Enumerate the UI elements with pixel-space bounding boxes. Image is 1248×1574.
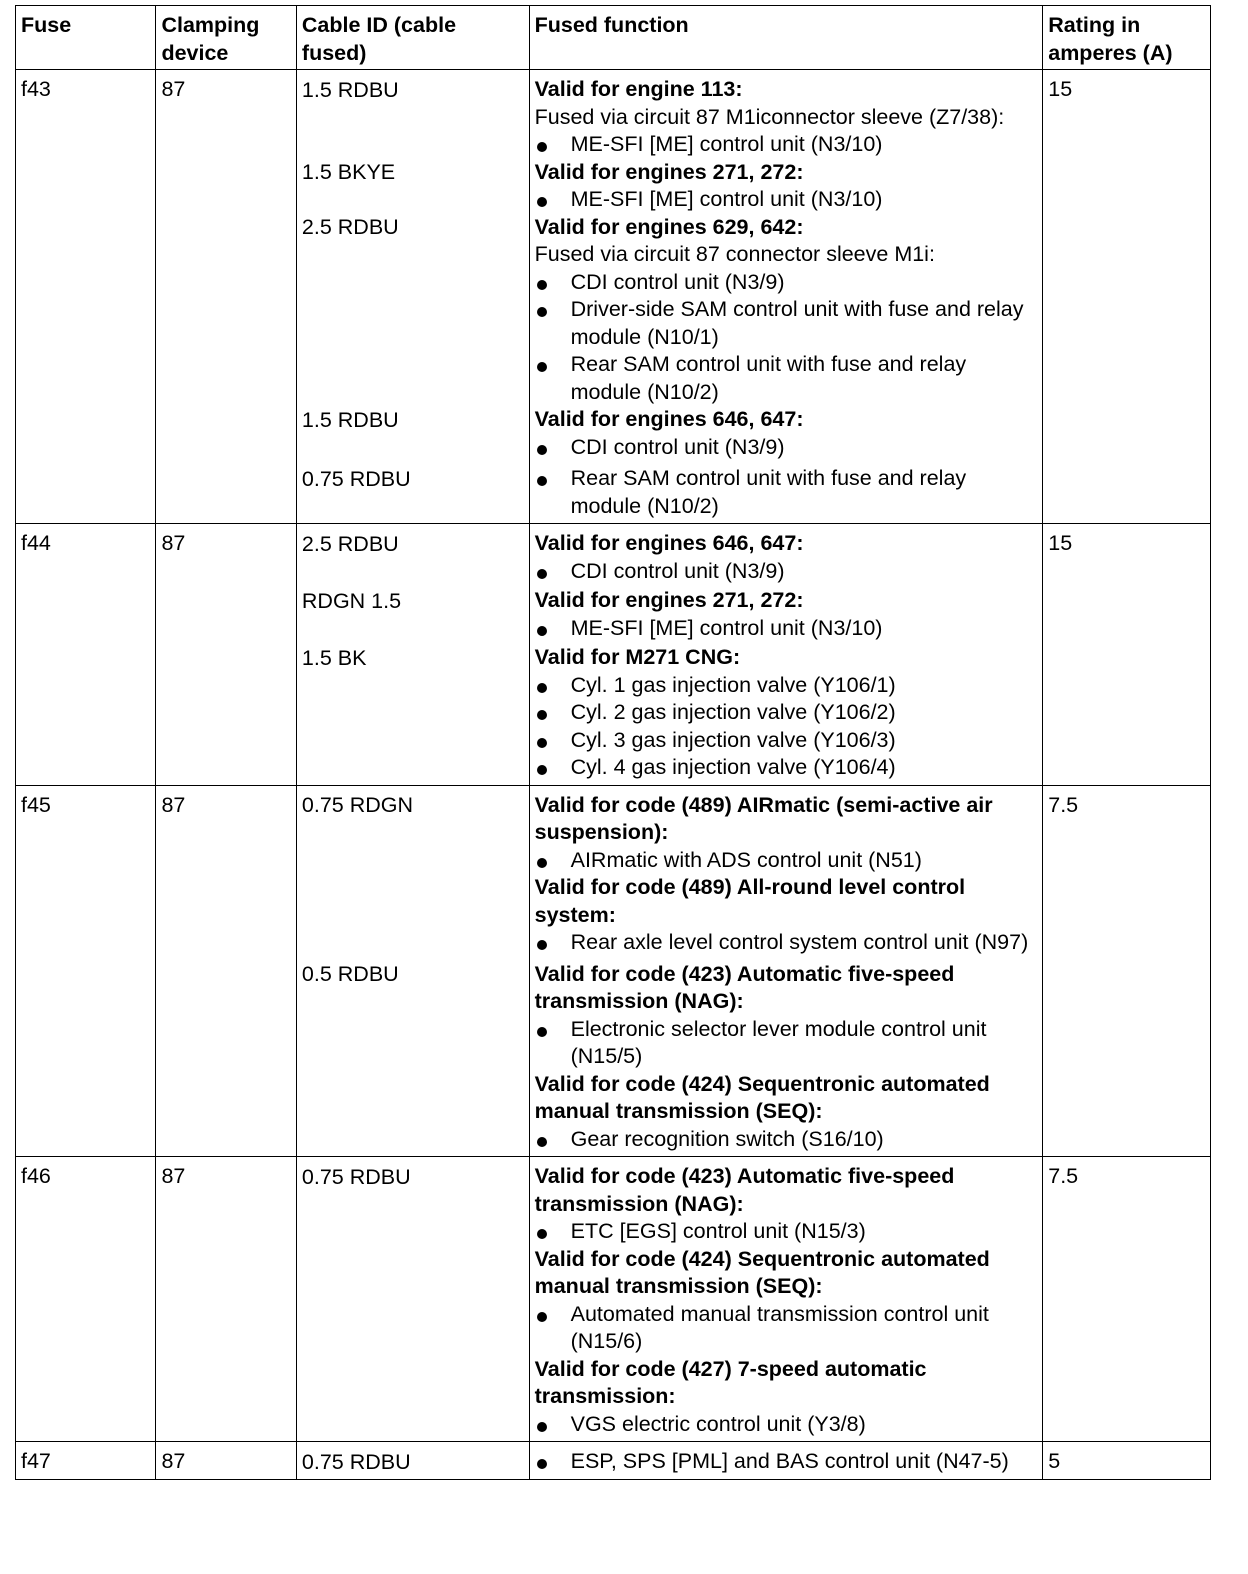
function-bullet-item: CDI control unit (N3/9) (535, 558, 1038, 586)
function-note: Fused via circuit 87 connector sleeve M1i: (534, 242, 935, 266)
function-bullet-item: AIRmatic with ADS control unit (N51) (535, 847, 1038, 875)
function-bullet-item: CDI control unit (N3/9) (535, 269, 1038, 297)
function-heading: Valid for code (489) AIRmatic (semi-active air suspension): (534, 792, 993, 844)
function-bullet-item: VGS electric control unit (Y3/8) (535, 1411, 1038, 1439)
function-heading: Valid for code (424) Sequentronic automated manual transmission (SEQ): (534, 1071, 990, 1123)
cable-id: 1.5 RDBU (301, 407, 399, 432)
function-heading: Valid for code (427) 7-speed automatic transmission: (534, 1356, 927, 1408)
function-heading: Valid for M271 CNG: (534, 645, 741, 669)
function-heading: Valid for engines 271, 272: (534, 159, 804, 184)
function-bullet-item: Cyl. 4 gas injection valve (Y106/4) (535, 754, 1038, 782)
function-group (535, 159, 1038, 214)
function-bullet-item: Cyl. 1 gas injection valve (Y106/1) (535, 672, 1038, 700)
clamping-device-cell: 87 (156, 785, 296, 1157)
header-fuse: Fuse (16, 6, 156, 70)
function-heading: Valid for engines 271, 272: (534, 588, 804, 612)
cable-id: RDGN 1.5 (301, 588, 402, 613)
function-bullet-item: Rear SAM control unit with fuse and relay module (N10/2) (535, 465, 1038, 520)
function-note: Fused via circuit 87 M1iconnector sleeve (Z7/38): (534, 104, 1005, 129)
cable-id: 2.5 RDBU (301, 531, 399, 556)
fused-function-cell (529, 1157, 1043, 1442)
fuse-table (15, 5, 1211, 1480)
function-heading: Valid for engines 646, 647: (534, 407, 804, 431)
function-group (535, 214, 1038, 407)
cable-id-cell (296, 524, 529, 786)
cable-id: 2.5 RDBU (301, 215, 399, 239)
rating-cell: 15 (1043, 524, 1211, 786)
function-heading: Valid for engines 646, 647: (534, 531, 804, 555)
function-bullet-item: Rear SAM control unit with fuse and relay module (N10/2) (535, 351, 1038, 406)
cable-id-cell (296, 785, 529, 1157)
function-bullet-item: Cyl. 2 gas injection valve (Y106/2) (535, 699, 1038, 727)
function-bullet-item: Automated manual transmission control unit (N15/6) (535, 1301, 1038, 1356)
header-row (16, 6, 1211, 70)
table-row (16, 785, 1211, 1157)
clamping-device-cell: 87 (156, 524, 296, 786)
function-group (535, 406, 1038, 461)
function-heading: Valid for code (423) Automatic five-speed transmission (NAG): (534, 961, 955, 1013)
function-group (535, 76, 1038, 159)
rating-cell: 5 (1043, 1442, 1211, 1480)
fuse-cell: f46 (16, 1157, 156, 1442)
function-bullet-item: ME-SFI [ME] control unit (N3/10) (535, 131, 1038, 159)
function-bullet-item: Electronic selector lever module control unit (N15/5) (535, 1016, 1038, 1071)
table-row (16, 1442, 1211, 1480)
rating-cell: 15 (1043, 70, 1211, 524)
clamping-device-cell: 87 (156, 70, 296, 524)
cable-id: 1.5 RDBU (301, 77, 399, 102)
function-heading: Valid for code (423) Automatic five-speed transmission (NAG): (534, 1164, 955, 1216)
cable-id: 0.75 RDBU (301, 1449, 411, 1474)
table-body (16, 70, 1211, 1480)
function-group (535, 644, 1038, 782)
clamping-device-cell: 87 (156, 1442, 296, 1480)
table-row (16, 524, 1211, 786)
function-heading: Valid for code (489) All-round level control system: (534, 875, 966, 927)
fuse-table-document (15, 5, 1211, 1480)
rating-cell: 7.5 (1043, 785, 1211, 1157)
fused-function-cell (529, 1442, 1043, 1480)
function-bullet-item: Driver-side SAM control unit with fuse and relay module (N10/1) (535, 296, 1038, 351)
function-group (535, 961, 1038, 1154)
cable-id: 0.75 RDGN (301, 793, 414, 817)
header-rating: Rating in amperes (A) (1043, 6, 1211, 70)
fuse-cell: f43 (16, 70, 156, 524)
cable-id: 0.75 RDBU (301, 1164, 411, 1189)
cable-id-cell (296, 1442, 529, 1480)
function-heading: Valid for engine 113: (534, 77, 743, 101)
function-group (535, 465, 1038, 520)
cable-id-cell (296, 1157, 529, 1442)
function-group (535, 792, 1038, 957)
function-bullet-item: ME-SFI [ME] control unit (N3/10) (535, 615, 1038, 643)
function-bullet-item: Gear recognition switch (S16/10) (535, 1126, 1038, 1154)
fused-function-cell (529, 785, 1043, 1157)
header-clamping-device: Clamping device (156, 6, 296, 70)
table-row (16, 1157, 1211, 1442)
cable-id: 1.5 BK (301, 645, 367, 670)
cable-id-cell (296, 70, 529, 524)
function-bullet-item: Rear axle level control system control unit (N97) (535, 929, 1038, 957)
function-group (535, 1163, 1038, 1438)
fuse-cell: f47 (16, 1442, 156, 1480)
function-heading: Valid for engines 629, 642: (534, 214, 804, 239)
header-cable-id: Cable ID (cable fused) (296, 6, 529, 70)
rating-cell: 7.5 (1043, 1157, 1211, 1442)
function-heading: Valid for code (424) Sequentronic automated manual transmission (SEQ): (534, 1246, 990, 1298)
function-group (535, 587, 1038, 642)
cable-id: 1.5 BKYE (301, 160, 396, 184)
fused-function-cell (529, 70, 1043, 524)
function-bullet-item: CDI control unit (N3/9) (535, 434, 1038, 462)
fuse-cell: f44 (16, 524, 156, 786)
cable-id: 0.75 RDBU (301, 466, 411, 491)
function-group (535, 1448, 1038, 1476)
header-fused-function: Fused function (529, 6, 1043, 70)
table-row (16, 70, 1211, 524)
function-bullet-item: ESP, SPS [PML] and BAS control unit (N47-5) (535, 1448, 1038, 1476)
function-group (535, 530, 1038, 585)
function-bullet-item: Cyl. 3 gas injection valve (Y106/3) (535, 727, 1038, 755)
fused-function-cell (529, 524, 1043, 786)
function-bullet-item: ME-SFI [ME] control unit (N3/10) (535, 186, 1038, 214)
clamping-device-cell: 87 (156, 1157, 296, 1442)
fuse-cell: f45 (16, 785, 156, 1157)
cable-id: 0.5 RDBU (301, 962, 399, 986)
function-bullet-item: ETC [EGS] control unit (N15/3) (535, 1218, 1038, 1246)
